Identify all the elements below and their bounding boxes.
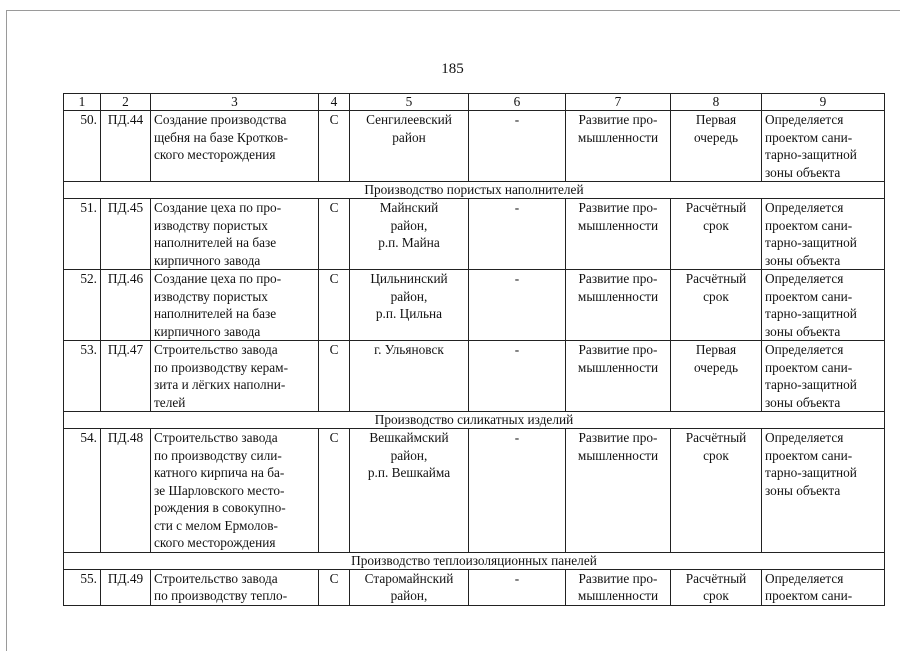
row-number-cell: 51.: [64, 199, 101, 270]
code-cell: ПД.44: [101, 111, 151, 182]
table-row: [64, 341, 885, 412]
purpose-cell: [566, 341, 671, 412]
cell-line: проектом сани-: [765, 217, 853, 233]
table-row: [64, 270, 885, 341]
column-header-4: 4: [319, 94, 350, 111]
term-cell: [671, 429, 762, 553]
note-cell: [762, 199, 885, 270]
purpose-cell: [566, 270, 671, 341]
code-cell: ПД.49: [101, 569, 151, 605]
object-name-cell: [151, 569, 319, 605]
code-cell: ПД.47: [101, 341, 151, 412]
cell-line: Цильнинский: [370, 271, 448, 286]
cell-line: зоны объекта: [765, 323, 841, 339]
purpose-cell: [566, 429, 671, 553]
cell-line: срок: [703, 588, 729, 603]
cell-line: мышленности: [577, 447, 659, 463]
location-cell: [350, 341, 469, 412]
cell-line: мышленности: [577, 288, 659, 304]
cell-line: очередь: [693, 359, 739, 375]
section-title: Производство теплоизоляционных панелей: [64, 552, 885, 569]
cell-line: Развитие про-: [578, 342, 658, 357]
purpose-cell: [566, 199, 671, 270]
column-header-2: 2: [101, 94, 151, 111]
cell-line: рождения в совокупно-: [154, 500, 286, 515]
column-header-8: 8: [671, 94, 762, 111]
cell-line: ского месторождения: [154, 535, 276, 550]
code-cell: ПД.48: [101, 429, 151, 553]
note-cell: [762, 341, 885, 412]
cell-line: р.п. Майна: [378, 235, 440, 250]
cell-line: зоны объекта: [765, 164, 841, 180]
column-header-9: 9: [762, 94, 885, 111]
cell-line: Расчётный: [685, 570, 747, 586]
column-6-cell: -: [469, 569, 566, 605]
cell-line: щебня на базе Кротков-: [154, 129, 288, 145]
category-cell: С: [319, 569, 350, 605]
term-cell: [671, 341, 762, 412]
section-title: Производство силикатных изделий: [64, 412, 885, 429]
cell-line: зе Шарловского место-: [154, 482, 285, 498]
category-cell: С: [319, 429, 350, 553]
column-header-6: 6: [469, 94, 566, 111]
cell-line: проектом сани-: [765, 359, 853, 375]
cell-line: мышленности: [577, 217, 659, 233]
cell-line: Строительство завода: [154, 570, 278, 586]
term-cell: [671, 569, 762, 605]
note-cell: [762, 270, 885, 341]
column-6-cell: -: [469, 429, 566, 553]
column-header-5: 5: [350, 94, 469, 111]
cell-line: срок: [703, 447, 729, 463]
column-6-cell: -: [469, 341, 566, 412]
cell-line: наполнителей на базе: [154, 306, 277, 321]
cell-line: Первая: [695, 112, 737, 127]
cell-line: район,: [390, 588, 428, 603]
cell-line: район: [392, 129, 426, 145]
purpose-cell: [566, 569, 671, 605]
cell-line: район,: [390, 288, 428, 304]
cell-line: срок: [703, 288, 729, 304]
cell-line: Создание производства: [154, 112, 287, 127]
cell-line: срок: [703, 217, 729, 233]
column-6-cell: -: [469, 270, 566, 341]
cell-line: очередь: [693, 129, 739, 145]
cell-line: Определяется: [765, 271, 844, 286]
location-cell: [350, 199, 469, 270]
row-number-cell: 54.: [64, 429, 101, 553]
cell-line: Определяется: [765, 342, 844, 357]
row-number-cell: 52.: [64, 270, 101, 341]
cell-line: зоны объекта: [765, 482, 841, 498]
note-cell: [762, 111, 885, 182]
cell-line: тарно-защитной: [765, 377, 857, 392]
cell-line: проектом сани-: [765, 447, 853, 463]
cell-line: Развитие про-: [578, 430, 658, 445]
row-number-cell: 55.: [64, 569, 101, 605]
column-header-1: 1: [64, 94, 101, 111]
cell-line: Старомайнский: [364, 570, 454, 586]
object-name-cell: [151, 270, 319, 341]
cell-line: Строительство завода: [154, 342, 278, 357]
cell-line: ского месторождения: [154, 147, 276, 162]
section-heading-row: [64, 412, 885, 429]
cell-line: кирпичного завода: [154, 252, 261, 268]
purpose-cell: [566, 111, 671, 182]
cell-line: Расчётный: [685, 430, 747, 445]
column-header-7: 7: [566, 94, 671, 111]
cell-line: Развитие про-: [578, 570, 658, 586]
cell-line: по производству керам-: [154, 359, 289, 375]
cell-line: изводству пористых: [154, 288, 268, 304]
cell-line: тарно-защитной: [765, 235, 857, 250]
object-name-cell: [151, 111, 319, 182]
term-cell: [671, 199, 762, 270]
term-cell: [671, 270, 762, 341]
object-name-cell: [151, 199, 319, 270]
cell-line: мышленности: [577, 129, 659, 145]
note-cell: [762, 429, 885, 553]
cell-line: р.п. Вешкайма: [367, 465, 451, 480]
cell-line: Вешкаймский: [369, 430, 449, 445]
cell-line: Развитие про-: [578, 200, 658, 215]
category-cell: С: [319, 111, 350, 182]
cell-line: Развитие про-: [578, 112, 658, 127]
cell-line: катного кирпича на ба-: [154, 465, 285, 480]
cell-line: зита и лёгких наполни-: [154, 377, 286, 392]
cell-line: Строительство завода: [154, 430, 278, 445]
cell-line: Создание цеха по про-: [154, 200, 282, 215]
cell-line: Определяется: [765, 112, 844, 127]
header-row: [64, 94, 885, 111]
column-header-3: 3: [151, 94, 319, 111]
row-number-cell: 53.: [64, 341, 101, 412]
cell-line: г. Ульяновск: [374, 342, 444, 357]
cell-line: Определяется: [765, 200, 844, 215]
object-name-cell: [151, 341, 319, 412]
location-cell: [350, 569, 469, 605]
cell-line: Определяется: [765, 570, 844, 586]
row-number-cell: 50.: [64, 111, 101, 182]
category-cell: С: [319, 341, 350, 412]
cell-line: Развитие про-: [578, 271, 658, 286]
planning-table: [63, 93, 885, 606]
category-cell: С: [319, 270, 350, 341]
cell-line: зоны объекта: [765, 252, 841, 268]
cell-line: Первая: [695, 342, 737, 357]
cell-line: проектом сани-: [765, 129, 853, 145]
column-6-cell: -: [469, 199, 566, 270]
cell-line: по производству сили-: [154, 447, 282, 463]
cell-line: тарно-защитной: [765, 306, 857, 321]
cell-line: р.п. Цильна: [375, 306, 443, 321]
code-cell: ПД.45: [101, 199, 151, 270]
table-row: [64, 111, 885, 182]
location-cell: [350, 270, 469, 341]
column-6-cell: -: [469, 111, 566, 182]
object-name-cell: [151, 429, 319, 553]
location-cell: [350, 111, 469, 182]
cell-line: мышленности: [577, 588, 659, 603]
cell-line: сти с мелом Ермолов-: [154, 517, 278, 533]
cell-line: тарно-защитной: [765, 147, 857, 162]
cell-line: изводству пористых: [154, 217, 268, 233]
cell-line: мышленности: [577, 359, 659, 375]
note-cell: [762, 569, 885, 605]
category-cell: С: [319, 199, 350, 270]
cell-line: проектом сани-: [765, 588, 853, 603]
table-row: [64, 429, 885, 553]
section-heading-row: [64, 552, 885, 569]
cell-line: Расчётный: [685, 200, 747, 215]
cell-line: Определяется: [765, 430, 844, 445]
section-title: Производство пористых наполнителей: [64, 182, 885, 199]
cell-line: Создание цеха по про-: [154, 271, 282, 286]
cell-line: зоны объекта: [765, 394, 841, 410]
table-row: [64, 569, 885, 605]
page-number: 185: [441, 61, 464, 77]
cell-line: телей: [154, 394, 186, 410]
cell-line: Расчётный: [685, 271, 747, 286]
cell-line: проектом сани-: [765, 288, 853, 304]
cell-line: Сенгилеевский: [366, 112, 452, 127]
cell-line: наполнителей на базе: [154, 235, 277, 250]
code-cell: ПД.46: [101, 270, 151, 341]
section-heading-row: [64, 182, 885, 199]
cell-line: район,: [390, 217, 428, 233]
cell-line: по производству тепло-: [154, 588, 288, 603]
location-cell: [350, 429, 469, 553]
cell-line: кирпичного завода: [154, 323, 261, 339]
cell-line: Майнский: [379, 200, 439, 215]
term-cell: [671, 111, 762, 182]
table-row: [64, 199, 885, 270]
cell-line: район,: [390, 447, 428, 463]
cell-line: тарно-защитной: [765, 465, 857, 480]
